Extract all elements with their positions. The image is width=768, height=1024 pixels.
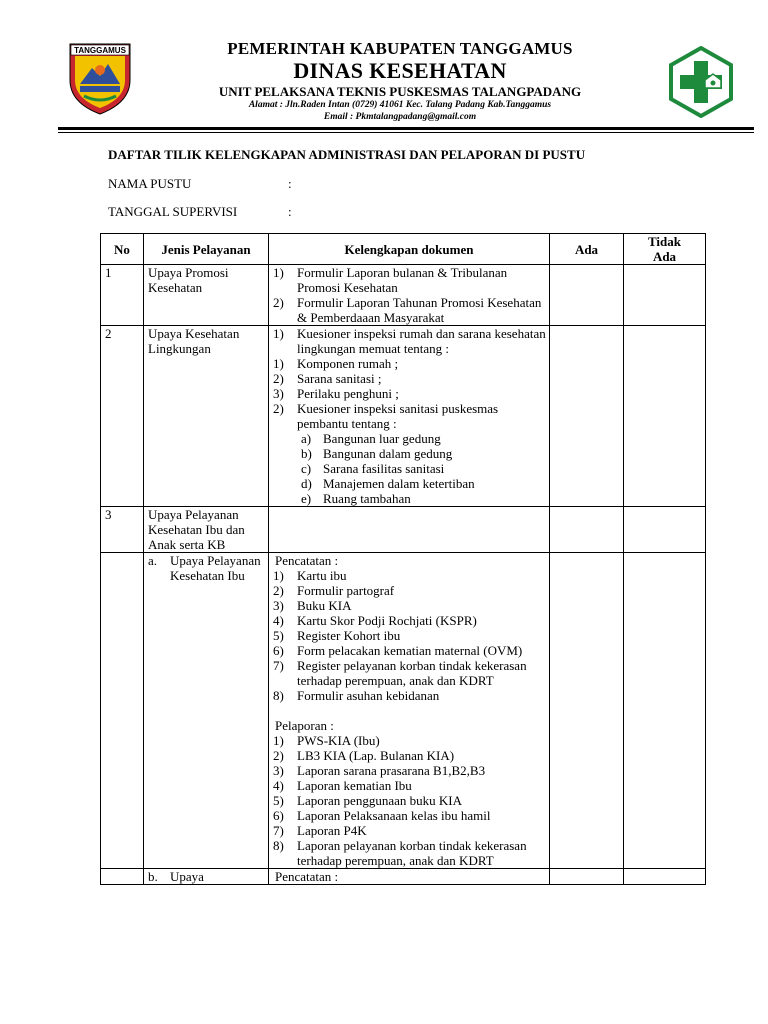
- item-text: Laporan penggunaan buku KIA: [297, 793, 462, 808]
- sub-list-item: [301, 431, 549, 446]
- item-text: Sarana sanitasi ;: [297, 371, 382, 386]
- list-item: [273, 295, 549, 325]
- sub-list-item: [301, 491, 549, 506]
- letterhead-unit: UNIT PELAKSANA TEKNIS PUSKESMAS TALANGPADANG: [218, 84, 582, 99]
- document-title: DAFTAR TILIK KELENGKAPAN ADMINISTRASI DAN PELAPORAN DI PUSTU: [108, 147, 586, 162]
- sub-service: [148, 869, 268, 884]
- item-text: Kuesioner inspeksi rumah dan sarana kesehatan lingkungan memuat tentang :: [297, 326, 546, 356]
- service-name: Upaya Promosi Kesehatan: [144, 265, 269, 326]
- list-item: [273, 386, 549, 401]
- list-item: [273, 356, 549, 371]
- item-text: Laporan P4K: [297, 823, 367, 838]
- item-marker: 1): [273, 356, 284, 371]
- item-marker: 6): [273, 643, 284, 658]
- item-marker: 5): [273, 628, 284, 643]
- pelaporan-label: Pelaporan :: [275, 718, 334, 733]
- item-text: Formulir partograf: [297, 583, 395, 598]
- list-item: [273, 401, 549, 431]
- sub-service-marker: b.: [148, 869, 158, 884]
- item-text: Bangunan dalam gedung: [323, 446, 453, 461]
- item-text: Ruang tambahan: [323, 491, 411, 506]
- list-item: [273, 688, 549, 703]
- item-marker: 1): [273, 265, 284, 280]
- letterhead-agency: DINAS KESEHATAN: [293, 58, 507, 83]
- tanggamus-emblem-logo: [66, 40, 134, 116]
- header-no: No: [101, 234, 144, 265]
- item-text: Kartu Skor Podji Rochjati (KSPR): [297, 613, 477, 628]
- pencatatan-label: Pencatatan :: [275, 869, 339, 884]
- item-marker: 2): [273, 295, 284, 310]
- service-name: Upaya Kesehatan Lingkungan: [144, 326, 269, 507]
- service-name: [144, 869, 269, 885]
- item-marker: 8): [273, 838, 284, 853]
- row-number: 3: [101, 507, 144, 553]
- service-name: [144, 553, 269, 869]
- svg-text:TANGGAMUS: TANGGAMUS: [74, 46, 126, 55]
- list-item: [273, 326, 549, 356]
- tidak-ada-cell[interactable]: [624, 869, 706, 885]
- list-item: [273, 808, 549, 823]
- puskesmas-cross-logo: [667, 46, 735, 118]
- item-text: Form pelacakan kematian maternal (OVM): [297, 643, 523, 658]
- service-name: Upaya Pelayanan Kesehatan Ibu dan Anak serta KB: [144, 507, 269, 553]
- list-item: [273, 613, 549, 628]
- list-item: [273, 265, 549, 295]
- item-marker: 3): [273, 763, 284, 778]
- table-row: [101, 265, 706, 326]
- item-marker: 3): [273, 386, 284, 401]
- sub-service-text: Upaya: [170, 869, 204, 884]
- letterhead-rule-thick: [58, 127, 754, 130]
- pencatatan-label: Pencatatan :: [275, 553, 339, 568]
- letterhead-government: PEMERINTAH KABUPATEN TANGGAMUS: [227, 39, 573, 58]
- item-marker: 1): [273, 568, 284, 583]
- item-marker: a): [301, 431, 312, 446]
- item-text: Formulir Laporan bulanan & Tribulanan Promosi Kesehatan: [297, 265, 508, 295]
- item-text: Laporan sarana prasarana B1,B2,B3: [297, 763, 486, 778]
- table-row: [101, 507, 706, 553]
- row-number: 1: [101, 265, 144, 326]
- item-marker: 3): [273, 598, 284, 613]
- ada-cell[interactable]: [550, 553, 624, 869]
- item-marker: 2): [273, 748, 284, 763]
- sub-list-item: [301, 461, 549, 476]
- list-item: [273, 371, 549, 386]
- item-marker: b): [301, 446, 312, 461]
- table-header-row: [101, 234, 706, 265]
- table-row: [101, 869, 706, 885]
- item-marker: c): [301, 461, 312, 476]
- field-nama-pustu-colon: :: [288, 176, 292, 191]
- letterhead-address: Alamat : Jln.Raden Intan (0729) 41061 Kec. Talang Padang Kab.Tanggamus: [248, 100, 552, 110]
- item-text: Kuesioner inspeksi sanitasi puskesmas pembantu tentang :: [297, 401, 499, 431]
- field-nama-pustu-label: NAMA PUSTU: [108, 176, 192, 191]
- list-item: [273, 583, 549, 598]
- item-text: Formulir Laporan Tahunan Promosi Kesehatan & Pemberdaaan Masyarakat: [297, 295, 542, 325]
- document-list: [269, 265, 550, 326]
- sub-service: [148, 553, 268, 583]
- item-marker: d): [301, 476, 312, 491]
- list-item: [273, 643, 549, 658]
- list-item: [273, 793, 549, 808]
- ada-cell[interactable]: [550, 265, 624, 326]
- table-row: [101, 553, 706, 869]
- item-marker: 1): [273, 326, 284, 341]
- tidak-ada-cell[interactable]: [624, 265, 706, 326]
- list-item: [273, 658, 549, 688]
- item-marker: 6): [273, 808, 284, 823]
- tidak-ada-cell[interactable]: [624, 326, 706, 507]
- sub-service-text: Upaya Pelayanan Kesehatan Ibu: [170, 553, 261, 583]
- document-list: [269, 869, 550, 885]
- tidak-ada-cell[interactable]: [624, 507, 706, 553]
- header-jenis-pelayanan: Jenis Pelayanan: [144, 234, 269, 265]
- item-marker: 1): [273, 733, 284, 748]
- item-marker: 5): [273, 793, 284, 808]
- list-item: [273, 598, 549, 613]
- sub-list-item: [301, 446, 549, 461]
- item-text: Laporan pelayanan korban tindak kekerasan terhadap perempuan, anak dan KDRT: [297, 838, 527, 868]
- list-item: [273, 778, 549, 793]
- item-text: Formulir asuhan kebidanan: [297, 688, 440, 703]
- item-marker: 7): [273, 658, 284, 673]
- item-marker: 4): [273, 613, 284, 628]
- item-marker: 2): [273, 401, 284, 416]
- ada-cell[interactable]: [550, 326, 624, 507]
- item-text: Laporan kematian Ibu: [297, 778, 412, 793]
- item-text: Buku KIA: [297, 598, 352, 613]
- item-marker: e): [301, 491, 312, 506]
- spacer: [273, 703, 549, 718]
- item-marker: 7): [273, 823, 284, 838]
- field-tanggal-supervisi-label: TANGGAL SUPERVISI: [108, 204, 238, 219]
- list-item: [273, 838, 549, 868]
- header-ada: Ada: [550, 234, 624, 265]
- header-tidak-word: Tidak: [647, 234, 681, 249]
- row-number: 2: [101, 326, 144, 507]
- item-text: Manajemen dalam ketertiban: [323, 476, 475, 491]
- document-list: [269, 326, 550, 507]
- item-text: Kartu ibu: [297, 568, 347, 583]
- sub-service-marker: a.: [148, 553, 158, 568]
- list-item: [273, 733, 549, 748]
- table-row: [101, 326, 706, 507]
- list-item: [273, 568, 549, 583]
- list-item: [273, 823, 549, 838]
- document-list: [269, 507, 550, 553]
- field-tanggal-supervisi-colon: :: [288, 204, 292, 219]
- ada-cell[interactable]: [550, 507, 624, 553]
- header-tidak-ada: [624, 234, 706, 265]
- letterhead-email: Email : Pkmtalangpadang@gmail.com: [323, 112, 477, 122]
- tidak-ada-cell[interactable]: [624, 553, 706, 869]
- checklist-table: [100, 233, 706, 885]
- item-text: Sarana fasilitas sanitasi: [323, 461, 445, 476]
- item-text: PWS-KIA (Ibu): [297, 733, 380, 748]
- item-text: Register pelayanan korban tindak kekerasan terhadap perempuan, anak dan KDRT: [297, 658, 527, 688]
- item-text: LB3 KIA (Lap. Bulanan KIA): [297, 748, 455, 763]
- sub-list-item: [301, 476, 549, 491]
- row-number: [101, 869, 144, 885]
- item-text: Perilaku penghuni ;: [297, 386, 399, 401]
- row-number: [101, 553, 144, 869]
- list-item: [273, 763, 549, 778]
- item-marker: 2): [273, 371, 284, 386]
- item-marker: 4): [273, 778, 284, 793]
- item-marker: 8): [273, 688, 284, 703]
- list-item: [273, 748, 549, 763]
- header-ada-word: Ada: [652, 249, 677, 264]
- item-text: Laporan Pelaksanaan kelas ibu hamil: [297, 808, 491, 823]
- item-text: Bangunan luar gedung: [323, 431, 441, 446]
- item-text: Register Kohort ibu: [297, 628, 401, 643]
- ada-cell[interactable]: [550, 869, 624, 885]
- document-list: [269, 553, 550, 869]
- item-text: Komponen rumah ;: [297, 356, 399, 371]
- list-item: [273, 628, 549, 643]
- letterhead-rule-thin: [58, 132, 754, 133]
- header-kelengkapan-dokumen: Kelengkapan dokumen: [269, 234, 550, 265]
- item-marker: 2): [273, 583, 284, 598]
